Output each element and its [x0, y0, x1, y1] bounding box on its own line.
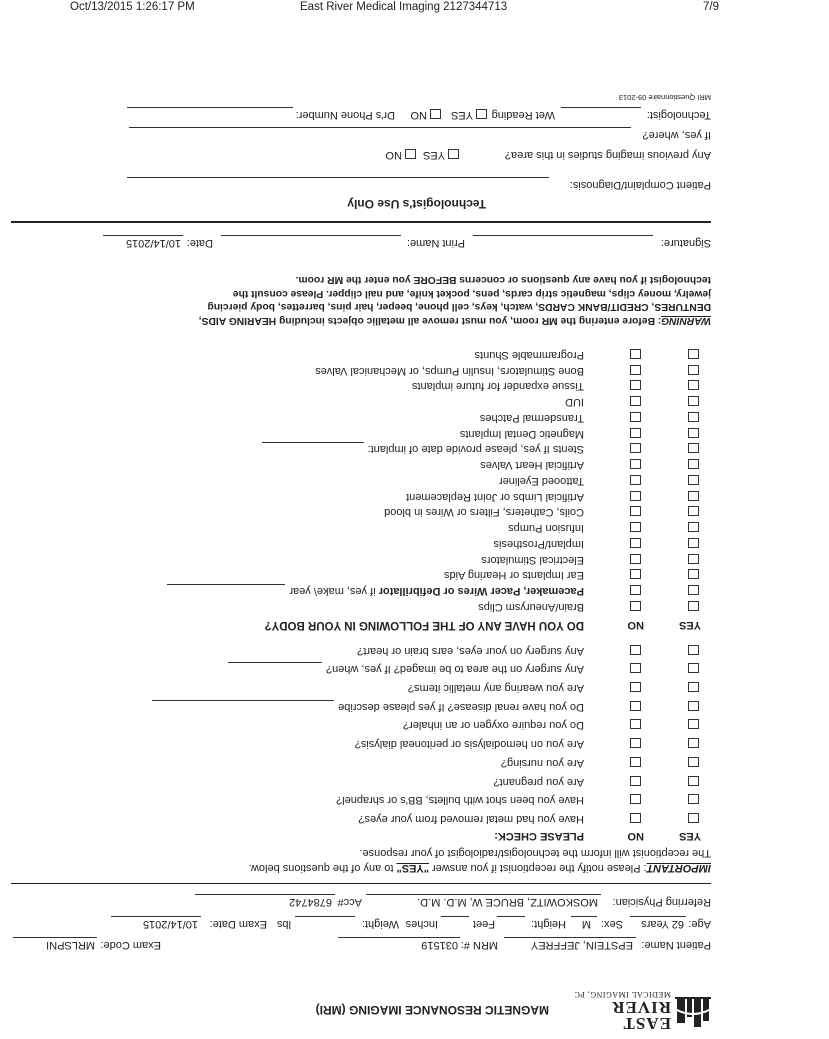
check-yes-checkbox[interactable]	[688, 720, 699, 730]
body-item-text: Artificial Limbs or Joint Replacement	[406, 490, 584, 503]
inches-label: Inches	[405, 918, 438, 930]
body-yes-checkbox[interactable]	[688, 585, 699, 595]
mrn-label: MRN #:	[460, 939, 498, 951]
warning-line-3: jewelry, money clips, magnetic strip cards, pens, pocket knife, and nail clipper. Please consult the	[232, 288, 711, 299]
notice-text-pre: : Please notify the receptionist if you answer	[428, 862, 647, 874]
body-no-checkbox[interactable]	[630, 554, 641, 564]
body-yes-checkbox[interactable]	[688, 570, 699, 580]
pacemaker-label: Pacemaker, Pacer Wires or Defibrillator	[378, 585, 584, 598]
age-value: 62 Years	[641, 918, 684, 930]
body-no-checkbox[interactable]	[630, 381, 641, 391]
check-yes-checkbox[interactable]	[688, 738, 699, 748]
check-question-text: Are you nursing?	[500, 756, 584, 769]
warning-line-1: : Before entering the MR room, you must remove all metallic objects including HEARING AIDS,	[198, 315, 662, 326]
previous-studies-label: Any previous imaging studies in this area?	[504, 149, 711, 161]
exam-date-label: Exam Date:	[209, 918, 267, 930]
important-label: IMPORTANT	[646, 862, 711, 874]
mri-questionnaire	[11, 20, 711, 1039]
body-yes-checkbox[interactable]	[688, 459, 699, 469]
check-no-checkbox[interactable]	[630, 663, 641, 673]
body-no-checkbox[interactable]	[630, 601, 641, 611]
check-yes-checkbox[interactable]	[688, 701, 699, 711]
date-value: 10/14/2015	[125, 237, 181, 249]
important-notice	[249, 862, 712, 874]
patient-name-label: Patient Name:	[641, 939, 711, 951]
body-item-text: Tattooed Eyeliner	[499, 475, 584, 487]
check-yes-checkbox[interactable]	[688, 794, 699, 804]
acc-label: Acc#	[337, 896, 362, 908]
check-question-text: Are you pregnant?	[493, 775, 584, 788]
referring-physician-value: MOSKOWITZ, BRUCE W, M.D. M.D.	[417, 896, 598, 908]
check-yes-checkbox[interactable]	[688, 682, 699, 692]
check-no-checkbox[interactable]	[630, 701, 641, 711]
body-no-checkbox[interactable]	[630, 349, 641, 359]
age-underline	[630, 916, 686, 917]
body-yes-checkbox[interactable]	[688, 554, 699, 564]
notice-text-post: to any of the questions below.	[248, 862, 397, 874]
warning-line-4: technologist if you have any questions or concerns BEFORE you enter the MR room.	[295, 274, 711, 286]
body-no-checkbox[interactable]	[630, 585, 641, 595]
patient-name-underline	[504, 937, 636, 938]
sex-value: M	[581, 918, 591, 930]
divider-before-tech	[11, 221, 711, 223]
body-item-text: Stents If yes, please provide date of implant:	[367, 443, 584, 456]
body-no-checkbox[interactable]	[630, 396, 641, 406]
lbs-label: lbs	[276, 918, 291, 930]
date-line	[103, 235, 183, 236]
where-line[interactable]	[129, 127, 631, 128]
pacemaker-suffix: if yes, make\ year	[289, 585, 379, 598]
body-item-text: Tissue expander for future implants	[411, 380, 584, 393]
complaint-label: Patient Complaint/Diagnosis:	[569, 179, 711, 191]
notice-line-2: The receptionist will inform the technologist/radiologist of your response.	[359, 847, 711, 859]
body-section-title: DO YOU HAVE ANY OF THE FOLLOWING IN YOUR BODY?	[264, 619, 584, 631]
body-yes-checkbox[interactable]	[688, 396, 699, 406]
exam-code-value: MRLSPNI	[46, 939, 95, 951]
body-item-text: Programmable Shunts	[474, 349, 584, 361]
acc-underline	[195, 894, 335, 895]
tech-section-title: Technologist's Use Only	[347, 197, 486, 211]
check-no-checkbox[interactable]	[630, 776, 641, 786]
warning-paragraph	[11, 273, 711, 327]
body-no-checkbox[interactable]	[630, 444, 641, 454]
body-yes-checkbox[interactable]	[688, 444, 699, 454]
company-logo	[551, 987, 711, 1037]
body-item-text: Artificial Heart Valves	[480, 459, 584, 472]
weight-underline	[295, 916, 355, 917]
check-yes-checkbox[interactable]	[688, 776, 699, 786]
previous-no-label: NO	[385, 149, 402, 161]
previous-yes-label: YES	[422, 149, 445, 161]
body-yes-checkbox[interactable]	[688, 349, 699, 359]
body-item-text: IUD	[565, 396, 584, 409]
phone-line[interactable]	[127, 107, 293, 108]
date-label: Date:	[186, 237, 213, 249]
exam-code-underline	[13, 937, 97, 938]
body-item-text: Magnetic Dental Implants	[459, 427, 584, 440]
check-question-text: Any surgery on the area to be imaged? If yes, when?	[325, 663, 584, 676]
body-no-checkbox[interactable]	[630, 428, 641, 438]
technologist-label: Technologist:	[646, 109, 711, 121]
check-yes-checkbox[interactable]	[688, 645, 699, 655]
body-item-text: Electrical Stimulators	[481, 553, 584, 566]
complaint-line[interactable]	[127, 177, 549, 178]
check-no-checkbox[interactable]	[630, 738, 641, 748]
body-yes-checkbox[interactable]	[688, 412, 699, 422]
check-yes-header: YES	[678, 830, 701, 842]
check-no-checkbox[interactable]	[630, 682, 641, 692]
mrn-underline	[338, 937, 460, 938]
body-no-checkbox[interactable]	[630, 412, 641, 422]
referring-physician-label: Referring Physician:	[612, 896, 711, 908]
check-question-text: Are you on hemodialysis or peritoneal dialysis?	[354, 738, 584, 751]
body-no-checkbox[interactable]	[630, 459, 641, 469]
body-item-text: Brain/Aneurysm Clips	[478, 601, 584, 613]
check-no-checkbox[interactable]	[630, 645, 641, 655]
check-yes-checkbox[interactable]	[688, 813, 699, 823]
warning-line-2: DENTURES, CREDIT/BANK CARDS, watch, keys, cell phone, beeper, hair pins, barrettes, body piercing	[207, 301, 711, 313]
signature-line[interactable]	[473, 235, 653, 236]
body-yes-checkbox[interactable]	[688, 601, 699, 611]
referring-underline	[366, 894, 601, 895]
check-no-checkbox[interactable]	[630, 757, 641, 767]
phone-label: Dr's Phone Number:	[295, 109, 395, 121]
signature-label: Signature:	[660, 237, 711, 249]
body-item-text: Coils, Catheters, Filters or Wires in blood	[384, 506, 584, 519]
previous-no-checkbox[interactable]	[405, 149, 416, 159]
logo-text-river: RIVER	[611, 998, 671, 1017]
exam-code-label: Exam Code:	[100, 939, 161, 951]
body-item-text	[289, 585, 584, 597]
previous-yes-checkbox[interactable]	[448, 149, 459, 159]
where-label: If yes, where?	[642, 129, 711, 141]
body-yes-checkbox[interactable]	[688, 507, 699, 517]
exam-date-underline	[111, 916, 201, 917]
body-no-checkbox[interactable]	[630, 538, 641, 548]
acc-value: 6784742	[289, 896, 332, 908]
body-no-checkbox[interactable]	[630, 475, 641, 485]
body-no-checkbox[interactable]	[630, 365, 641, 375]
wet-reading-label: Wet Reading	[491, 109, 555, 121]
body-no-checkbox[interactable]	[630, 491, 641, 501]
sex-underline	[571, 916, 597, 917]
stent-date-line[interactable]	[262, 443, 364, 444]
check-question-text: Have you been shot with bullets, BB's or shrapnel?	[336, 794, 584, 807]
fax-header	[0, 0, 829, 20]
scanned-form-page	[0, 20, 829, 1039]
logo-text-east: EAST	[622, 1014, 671, 1033]
body-item-text: Bone Stimulators, Insulin Pumps, or Mechanical Valves	[315, 364, 584, 377]
check-question-text: Do you require oxygen or an inhaler?	[402, 719, 584, 732]
wet-no-label: NO	[410, 109, 427, 121]
body-no-checkbox[interactable]	[630, 522, 641, 532]
check-question-text: Do you have renal disease? If yes please describe	[338, 700, 584, 713]
mrn-value: 031519	[421, 939, 458, 951]
fax-page-number: 7/9	[703, 1, 719, 13]
weight-label: Weight:	[361, 918, 399, 930]
form-title: MAGNETIC RESONANCE IMAGING (MRI)	[315, 1003, 549, 1017]
logo-text-subtitle: MEDICAL IMAGING, PC	[574, 990, 671, 999]
print-name-label: Print Name:	[406, 237, 465, 249]
check-no-checkbox[interactable]	[630, 720, 641, 730]
body-no-checkbox[interactable]	[630, 570, 641, 580]
check-no-checkbox[interactable]	[630, 813, 641, 823]
body-yes-checkbox[interactable]	[688, 381, 699, 391]
city-skyline-logo-icon	[675, 997, 711, 1031]
body-yes-checkbox[interactable]	[688, 428, 699, 438]
body-yes-checkbox[interactable]	[688, 491, 699, 501]
pacemaker-detail-line[interactable]	[167, 584, 285, 585]
body-no-checkbox[interactable]	[630, 507, 641, 517]
print-name-line[interactable]	[221, 235, 401, 236]
body-yes-checkbox[interactable]	[688, 538, 699, 548]
feet-underline	[497, 916, 525, 917]
form-id: MRI Questionnaire 09-2013	[618, 93, 711, 102]
wet-yes-checkbox[interactable]	[476, 109, 487, 119]
check-no-checkbox[interactable]	[630, 794, 641, 804]
inches-underline	[441, 916, 469, 917]
age-label: Age:	[688, 918, 711, 930]
body-item-text: Infusion Pumps	[508, 522, 584, 535]
body-yes-checkbox[interactable]	[688, 475, 699, 485]
check-question-text: Are you wearing any metallic items?	[407, 682, 584, 695]
check-yes-checkbox[interactable]	[688, 663, 699, 673]
sex-label: Sex:	[600, 918, 623, 930]
technologist-line[interactable]	[561, 107, 641, 108]
warning-label: WARNING	[661, 315, 711, 326]
body-yes-checkbox[interactable]	[688, 522, 699, 532]
body-item-text: Implant/Prosthesis	[493, 538, 584, 550]
body-item-text: Transdermal Patches	[479, 412, 584, 424]
exam-date-value: 10/14/2015	[142, 918, 198, 930]
body-no-header: NO	[627, 619, 644, 631]
check-answer-line[interactable]	[152, 700, 334, 701]
body-yes-header: YES	[678, 619, 701, 631]
check-no-header: NO	[627, 830, 644, 842]
wet-no-checkbox[interactable]	[430, 109, 441, 119]
body-yes-checkbox[interactable]	[688, 365, 699, 375]
feet-label: Feet	[472, 918, 495, 930]
wet-yes-label: YES	[450, 109, 473, 121]
notice-yes-quote: "YES"	[396, 862, 429, 874]
check-answer-line[interactable]	[228, 662, 322, 663]
body-item-text: Ear Implants or Hearing Aids	[443, 569, 584, 582]
divider-after-patient	[11, 883, 711, 884]
check-question-text: Any surgery on your eyes, ears brain or heart?	[357, 644, 584, 657]
patient-name-value: EPSTEIN, JEFFREY	[530, 939, 633, 951]
height-label: Height:	[531, 918, 566, 930]
fax-timestamp: Oct/13/2015 1:26:17 PM	[70, 1, 195, 13]
fax-sender: East River Medical Imaging 2127344713	[300, 1, 508, 13]
check-section-title: PLEASE CHECK:	[494, 830, 584, 842]
check-question-text: Have you had metal removed from your eyes?	[358, 813, 584, 825]
check-yes-checkbox[interactable]	[688, 757, 699, 767]
